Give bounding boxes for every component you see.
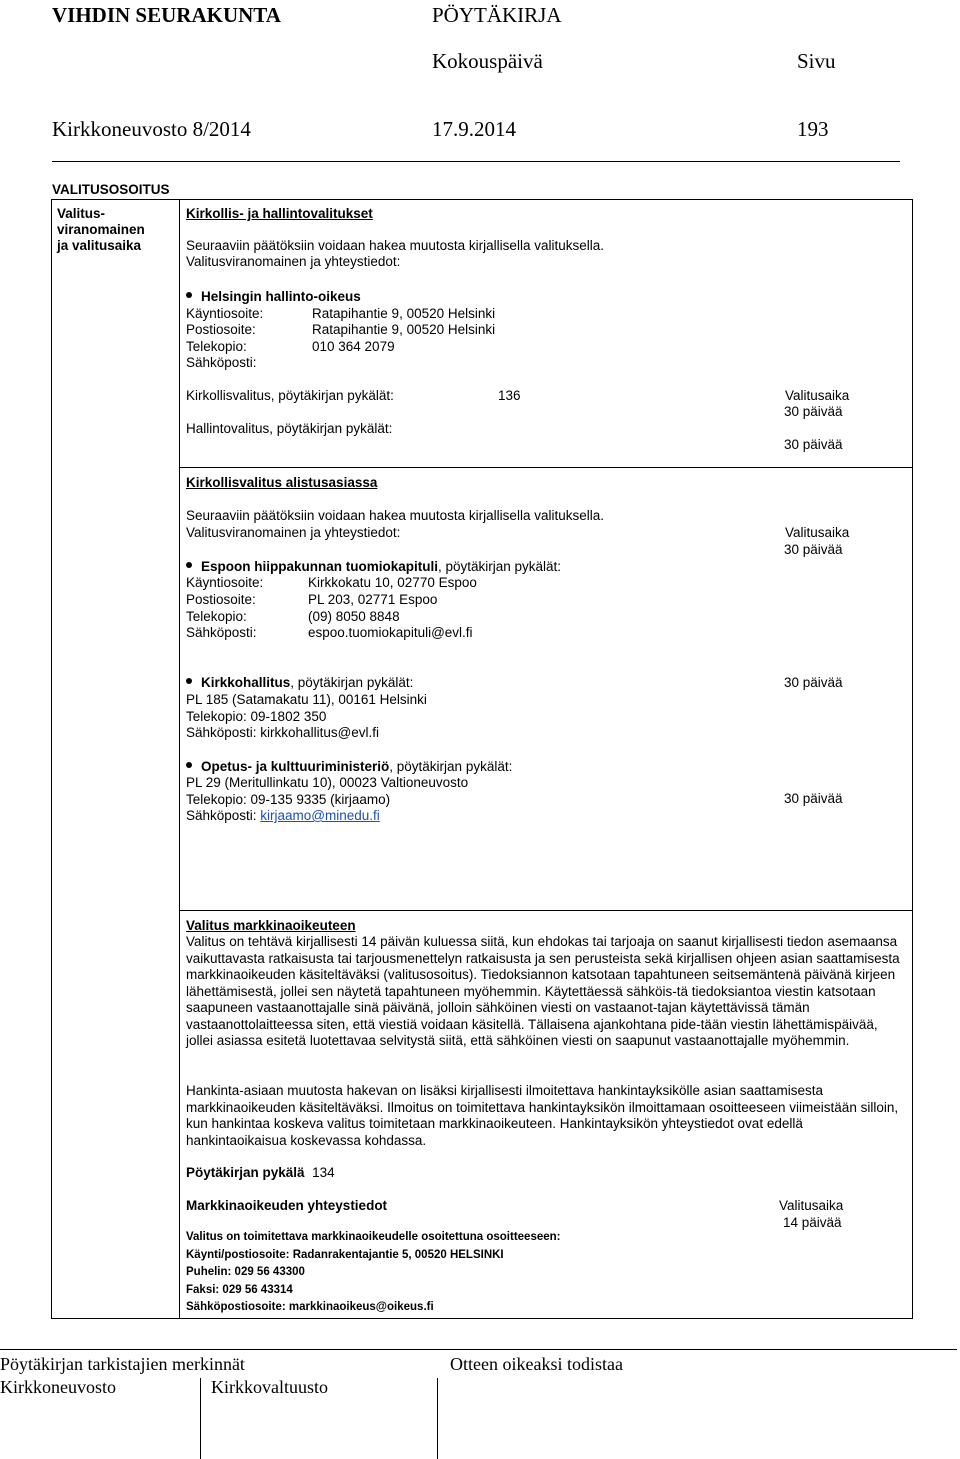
admin-appeal-label: Hallintovalitus, pöytäkirjan pykälät: xyxy=(186,421,393,436)
table-right-border xyxy=(912,199,913,1319)
ministry-period: 30 päivää xyxy=(784,791,843,806)
chapter-email-label: Sähköposti: xyxy=(186,625,257,640)
subordinate-period-label: Valitusaika xyxy=(785,525,850,540)
column-divider xyxy=(179,199,180,1319)
ministry-line xyxy=(186,759,512,776)
footer-right-title: Otteen oikeaksi todistaa xyxy=(450,1354,623,1374)
board-line xyxy=(186,675,413,692)
date-label: Kokouspäivä xyxy=(432,49,543,73)
page-number: 193 xyxy=(797,117,829,141)
appeal-intro: Seuraaviin päätöksiin voidaan hakea muutosta kirjallisella valituksella. xyxy=(186,238,604,253)
footer-divider-2 xyxy=(437,1378,438,1459)
subordinate-intro: Seuraaviin päätöksiin voidaan hakea muutosta kirjallisella valituksella. xyxy=(186,508,604,523)
ministry-email-line xyxy=(186,808,380,825)
subordinate-heading: Kirkollisvalitus alistusasiassa xyxy=(186,475,378,490)
church-appeal-sections: 136 xyxy=(498,388,521,403)
market-period: 14 päivää xyxy=(783,1215,842,1230)
ministry-name: Opetus- ja kulttuuriministeriö xyxy=(201,759,390,774)
market-paragraph-2 xyxy=(186,1083,900,1149)
table-left-border xyxy=(51,199,52,1319)
page-label: Sivu xyxy=(797,49,836,73)
document-type: PÖYTÄKIRJA xyxy=(432,3,562,27)
period-2: 30 päivää xyxy=(784,437,843,452)
bullet-icon xyxy=(186,292,192,298)
bullet-icon xyxy=(186,562,192,568)
market-contact-3: Puhelin: 029 56 43300 xyxy=(186,1266,305,1278)
market-period-label: Valitusaika xyxy=(779,1198,844,1213)
market-contact-4: Faksi: 029 56 43314 xyxy=(186,1284,293,1296)
board-address: PL 185 (Satamakatu 11), 00161 Helsinki xyxy=(186,692,427,707)
authority-label: Helsingin hallinto-oikeus xyxy=(201,289,361,304)
post-value: Ratapihantie 9, 00520 Helsinki xyxy=(312,322,496,337)
ministry-suffix: , pöytäkirjan pykälät: xyxy=(389,759,513,774)
chapter-post-label: Postiosoite: xyxy=(186,592,256,607)
visit-value: Ratapihantie 9, 00520 Helsinki xyxy=(312,306,496,321)
table-top-border xyxy=(51,199,913,200)
bullet-icon xyxy=(186,678,192,684)
board-name: Kirkkohallitus xyxy=(201,675,291,690)
market-section-label: Pöytäkirjan pykälä xyxy=(186,1165,305,1180)
left-label-3: ja valitusaika xyxy=(57,238,142,253)
period-1: 30 päivää xyxy=(784,404,843,419)
chapter-suffix: , pöytäkirjan pykälät: xyxy=(438,559,562,574)
appeal-heading: Kirkollis- ja hallintovalitukset xyxy=(186,206,373,221)
footer-column-1: Kirkkoneuvosto xyxy=(0,1377,116,1397)
market-paragraph-2-text: Hankinta-asiaan muutosta hakevan on lisäksi kirjallisesti ilmoitettava hankintayksikölle asian saattamisesta markkinaoikeuden käsiteltäväksi. Ilmoitus on toimitettava hankintayksikön ilmoittamaan osoitteeseen viimeistään silloin, kun hankintaa koskeva valitus toimitetaan markkinaoikeuteen. Hankintayksikön yhteystiedot ovat edellä hankintaoikaisua koskevassa kohdassa. xyxy=(186,1083,899,1148)
market-contact-1: Valitus on toimitettava markkinaoikeudelle osoitettuna osoitteeseen: xyxy=(186,1231,561,1243)
fax-value: 010 364 2079 xyxy=(312,339,395,354)
org-name: VIHDIN SEURAKUNTA xyxy=(52,3,281,27)
subordinate-period: 30 päivää xyxy=(784,542,843,557)
market-contact-2: Käynti/postiosoite: Radanrakentajantie 5, 00520 HELSINKI xyxy=(186,1249,504,1261)
footer-column-2: Kirkkovaltuusto xyxy=(211,1377,328,1397)
ministry-address: PL 29 (Meritullinkatu 10), 00023 Valtioneuvosto xyxy=(186,775,469,790)
chapter-name: Espoon hiippakunnan tuomiokapituli xyxy=(201,559,438,574)
board-email: Sähköposti: kirkkohallitus@evl.fi xyxy=(186,725,380,740)
chapter-post-value: PL 203, 02771 Espoo xyxy=(308,592,438,607)
market-contact-heading: Markkinaoikeuden yhteystiedot xyxy=(186,1198,388,1213)
ministry-email-link[interactable]: kirjaamo@minedu.fi xyxy=(260,808,380,823)
footer-left-title: Pöytäkirjan tarkistajien merkinnät xyxy=(0,1354,245,1374)
table-bottom-border xyxy=(51,1318,913,1319)
board-fax: Telekopio: 09-1802 350 xyxy=(186,709,327,724)
meeting-name: Kirkkoneuvosto 8/2014 xyxy=(52,117,251,141)
fax-label: Telekopio: xyxy=(186,339,247,354)
chapter-fax-label: Telekopio: xyxy=(186,609,247,624)
left-label-1: Valitus- xyxy=(57,206,106,221)
bullet-icon xyxy=(186,762,192,768)
row-divider-2 xyxy=(179,910,913,911)
chapter-email-value: espoo.tuomiokapituli@evl.fi xyxy=(308,625,473,640)
market-paragraph-1 xyxy=(186,934,900,1050)
chapter-visit-value: Kirkkokatu 10, 02770 Espoo xyxy=(308,575,477,590)
authority-name xyxy=(186,289,361,306)
board-suffix: , pöytäkirjan pykälät: xyxy=(290,675,414,690)
email-label: Sähköposti: xyxy=(186,355,257,370)
post-label: Postiosoite: xyxy=(186,322,256,337)
ministry-fax: Telekopio: 09-135 9335 (kirjaamo) xyxy=(186,792,391,807)
church-appeal-label: Kirkollisvalitus, pöytäkirjan pykälät: xyxy=(186,388,394,403)
visit-label: Käyntiosoite: xyxy=(186,306,264,321)
market-contact-5: Sähköpostiosoite: markkinaoikeus@oikeus.fi xyxy=(186,1301,434,1313)
row-divider-1 xyxy=(179,467,913,468)
header-rule xyxy=(52,161,900,162)
market-paragraph-1-text: Valitus on tehtävä kirjallisesti 14 päivän kuluessa siitä, kun ehdokas tai tarjoaja on saanut kirjallisesti tiedon asemaansa vaikuttavasta ratkaisusta tai tarjousmenettelyn ratkaisusta ja sen perusteista sekä kirjallisen ohjeen asian saattamisesta markkinaoikeuden käsiteltäväksi (valitusosoitus). Tiedoksiannon katsotaan tapahtuneen seitsemäntenä päivänä kirjeen lähettämisestä, jollei sen näytetä tapahtuneen myöhemmin. Käytettäessä sähköis-tä tiedoksiantoa viestin katsotaan saapuneen vastaanottajalle sinä päivänä, jolloin sähköinen viesti on vastaanot-tajan käytettävissä tämän vastaanottolaitteessa siten, että viestiä voidaan käsitellä. Tällaisena ajankohtana pide-tään viestin lähettämispäivää, jollei asiassa esitetä luotettavaa selvitystä siitä, että sähköinen viesti on saapunut vastaanottajalle myöhemmin. xyxy=(186,934,900,1048)
left-label-2: viranomainen xyxy=(57,222,145,237)
chapter-fax-value: (09) 8050 8848 xyxy=(308,609,400,624)
market-heading: Valitus markkinaoikeuteen xyxy=(186,918,356,933)
market-section-value: 134 xyxy=(312,1165,335,1180)
board-period: 30 päivää xyxy=(784,675,843,690)
subordinate-intro-2: Valitusviranomainen ja yhteystiedot: xyxy=(186,525,401,540)
ministry-email-label: Sähköposti: xyxy=(186,808,261,823)
footer-rule xyxy=(0,1349,957,1350)
chapter-visit-label: Käyntiosoite: xyxy=(186,575,264,590)
chapter-line xyxy=(186,559,561,576)
footer-divider-1 xyxy=(200,1378,201,1459)
period-label: Valitusaika xyxy=(785,388,850,403)
meeting-date: 17.9.2014 xyxy=(432,117,516,141)
appeal-intro-2: Valitusviranomainen ja yhteystiedot: xyxy=(186,254,401,269)
section-title: VALITUSOSOITUS xyxy=(52,182,170,197)
market-section-line xyxy=(186,1165,335,1182)
